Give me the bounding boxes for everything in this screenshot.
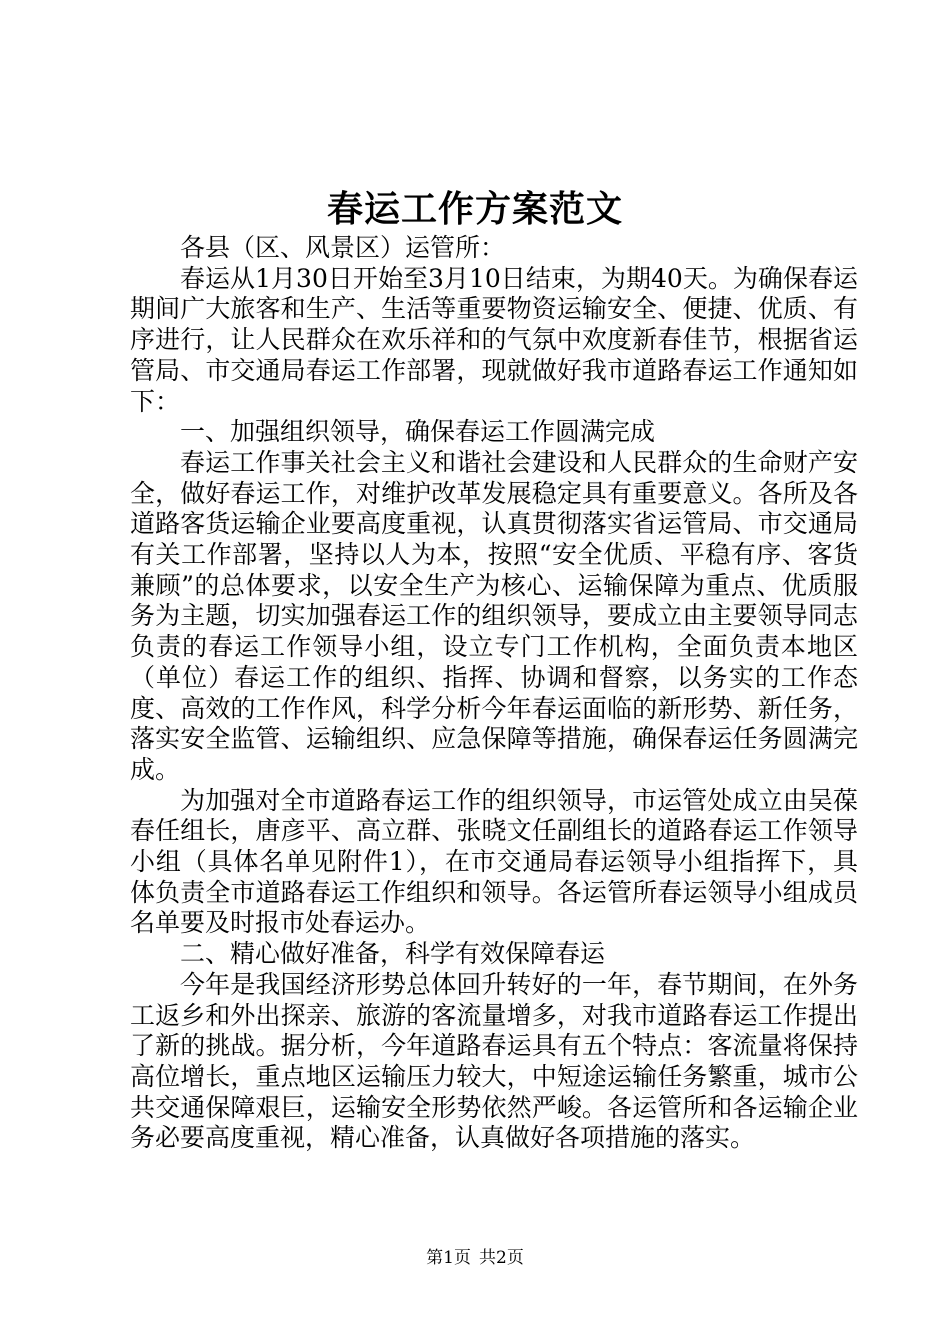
page-number: 第1页 [426,1248,471,1268]
salutation-paragraph: 各县（区、风景区）运管所： [180,233,506,262]
section-heading-2: 二、精心做好准备，科学有效保障春运 [180,939,606,969]
page-footer [0,1248,950,1268]
section-heading-1: 一、加强组织领导，确保春运工作圆满完成 [180,417,656,447]
body-paragraph: 为加强对全市道路春运工作的组织领导，市运管处成立由吴葆春任组长，唐彦平、高立群、张晓文任副组长的道路春运工作领导小组（具体名单见附件1），在市交通局春运领导小组指挥下，具体负责全市道路春运工作组织和领导。各运管所春运领导小组成员名单要及时报市处春运办。 [130,785,858,938]
body-paragraph: 今年是我国经济形势总体回升转好的一年，春节期间，在外务工返乡和外出探亲、旅游的客流量增多，对我市道路春运工作提出了新的挑战。据分析，今年道路春运具有五个特点：客流量将保持高位增长，重点地区运输压力较大，中短途运输任务繁重，城市公共交通保障艰巨，运输安全形势依然严峻。各运管所和各运输企业务必要高度重视，精心准备，认真做好各项措施的落实。 [130,969,858,1153]
intro-paragraph: 春运从1月30日开始至3月10日结束，为期40天。为确保春运期间广大旅客和生产、生活等重要物资运输安全、便捷、优质、有序进行，让人民群众在欢乐祥和的气氛中欢度新春佳节，根据省运管局、市交通局春运工作部署，现就做好我市道路春运工作通知如下： [130,263,858,416]
page-total: 共2页 [479,1248,524,1268]
body-paragraph: 春运工作事关社会主义和谐社会建设和人民群众的生命财产安全，做好春运工作，对维护改革发展稳定具有重要意义。各所及各道路客货运输企业要高度重视，认真贯彻落实省运管局、市交通局有关工作部署，坚持以人为本，按照“安全优质、平稳有序、客货兼顾”的总体要求，以安全生产为核心、运输保障为重点、优质服务为主题，切实加强春运工作的组织领导，要成立由主要领导同志负责的春运工作领导小组，设立专门工作机构，全面负责本地区（单位）春运工作的组织、指挥、协调和督察，以务实的工作态度、高效的工作作风，科学分析今年春运面临的新形势、新任务，落实安全监管、运输组织、应急保障等措施，确保春运任务圆满完成。 [130,447,858,784]
document-title: 春运工作方案范文 [326,188,623,230]
document-body [130,233,858,1154]
